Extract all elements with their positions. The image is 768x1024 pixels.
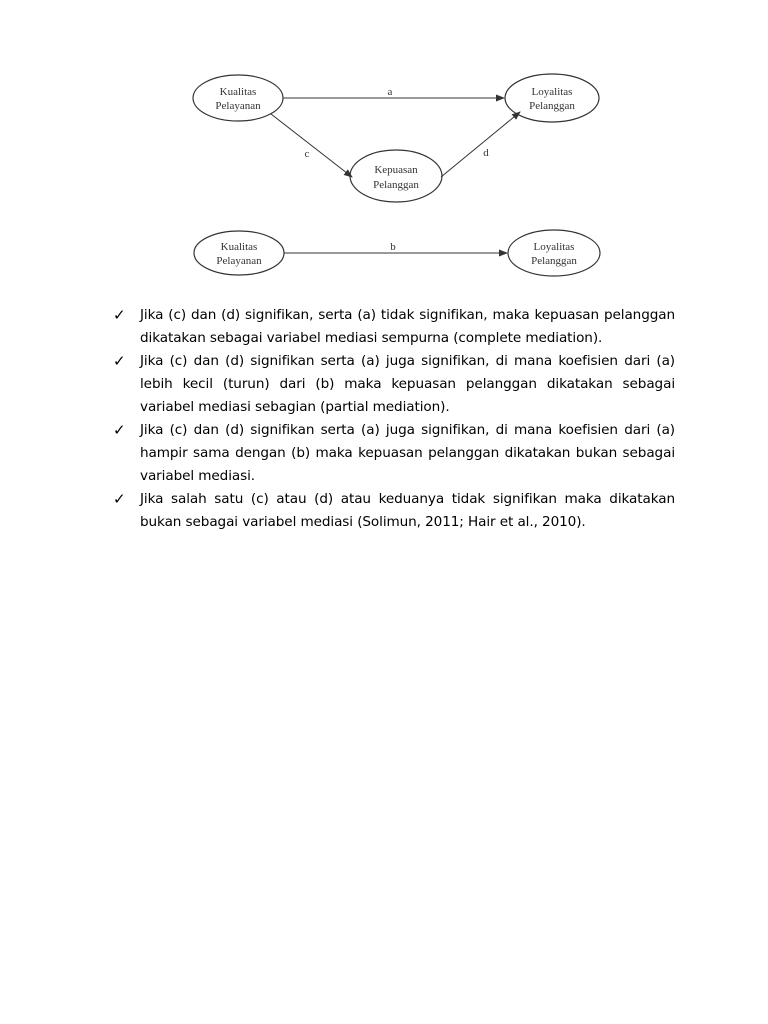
- list-item: [113, 304, 675, 350]
- arrow-d: [441, 112, 520, 177]
- mediation-model-diagram: [193, 74, 599, 202]
- total-effect-diagram: [194, 230, 600, 276]
- path-label-c: c: [304, 148, 310, 160]
- node-label-line: Kepuasan: [374, 164, 418, 176]
- checkmark-icon: ✓: [113, 306, 126, 324]
- list-item-text: Jika (c) dan (d) signifikan serta (a) juga signifikan, di mana koefisien dari (a) lebih kecil (turun) dari (b) maka kepuasan pelanggan dikatakan sebagai variabel mediasi sebagian (partial mediation).: [140, 353, 675, 415]
- node-kualitas-pelayanan-bottom: [194, 231, 284, 275]
- node-label-line: Pelayanan: [216, 255, 262, 267]
- checkmark-icon: ✓: [113, 352, 126, 370]
- list-item: [113, 419, 675, 488]
- list-item-text: Jika (c) dan (d) signifikan serta (a) juga signifikan, di mana koefisien dari (a) hampir sama dengan (b) maka kepuasan pelanggan dikatakan bukan sebagai variabel mediasi.: [140, 422, 675, 484]
- checkmark-icon: ✓: [113, 490, 126, 508]
- arrow-c: [271, 114, 352, 177]
- path-label-b: b: [390, 241, 396, 253]
- node-label-line: Pelanggan: [529, 100, 575, 112]
- checkmark-icon: ✓: [113, 421, 126, 439]
- mediation-diagram: [0, 0, 768, 290]
- mediation-criteria-list: [113, 304, 675, 534]
- node-label-line: Pelanggan: [373, 179, 419, 191]
- list-item-text: Jika salah satu (c) atau (d) atau keduanya tidak signifikan maka dikatakan bukan sebagai variabel mediasi (Solimun, 2011; Hair et al., 2010).: [140, 491, 675, 530]
- node-label-line: Kualitas: [219, 86, 257, 98]
- node-loyalitas-pelanggan-top: [505, 74, 599, 122]
- list-item: [113, 488, 675, 534]
- path-label-a: a: [387, 86, 393, 98]
- node-kepuasan-pelanggan: [350, 150, 442, 202]
- path-label-d: d: [483, 147, 489, 159]
- node-kualitas-pelayanan-top: [193, 75, 283, 121]
- node-label-line: Loyalitas: [533, 241, 575, 253]
- list-item: [113, 350, 675, 419]
- node-label-line: Kualitas: [220, 241, 258, 253]
- node-label-line: Pelanggan: [531, 255, 577, 267]
- node-label-line: Pelayanan: [215, 100, 261, 112]
- node-label-line: Loyalitas: [531, 86, 573, 98]
- node-loyalitas-pelanggan-bottom: [508, 230, 600, 276]
- list-item-text: Jika (c) dan (d) signifikan, serta (a) tidak signifikan, maka kepuasan pelanggan dikatakan sebagai variabel mediasi sempurna (complete mediation).: [140, 307, 675, 346]
